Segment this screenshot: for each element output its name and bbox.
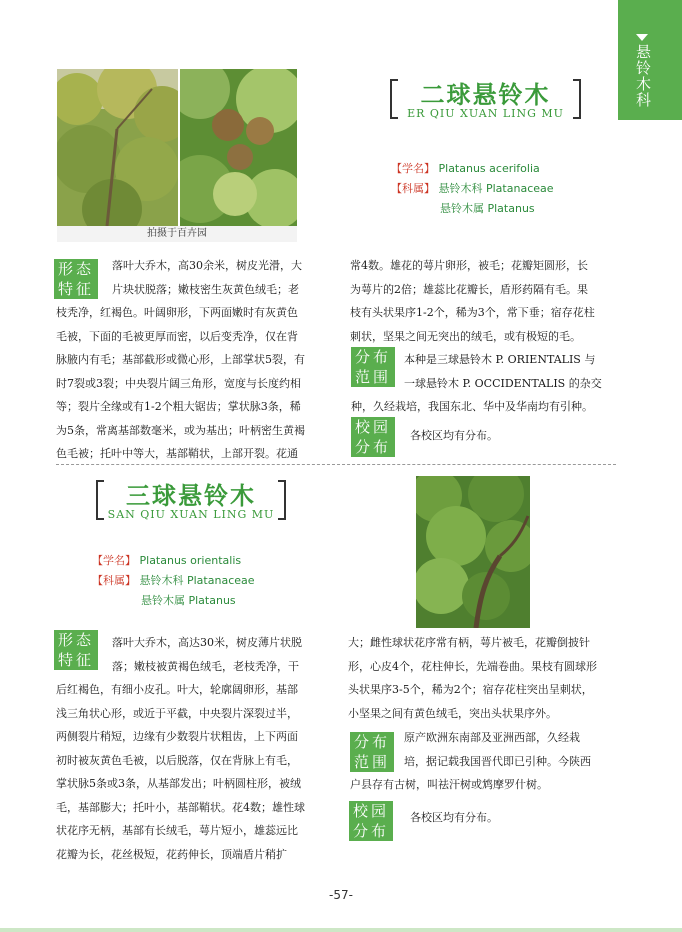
san-pinyin: SAN QIU XUAN LING MU <box>107 508 275 521</box>
san-morph-text-cont: 大；雌性球状花序常有柄，萼片被毛，花瓣倒披针 形，心皮4个，花柱伸长，先端卷曲。果枝有圆球形 头状果序3-5个，稀为2个；宿存花柱突出呈刺状， 小坚果之间有黄色绒毛，突出头状果序外。 <box>348 636 597 720</box>
san-meta <box>92 551 312 611</box>
san-sci-label: 【学名】 <box>92 554 136 567</box>
er-dist-tag: 分布 范围 <box>351 347 395 387</box>
section-divider <box>56 464 616 465</box>
san-genus-value: 悬铃木属 Platanus <box>141 594 236 607</box>
er-campus-tag: 校园 分布 <box>351 417 395 457</box>
er-title: 二球悬铃木 <box>420 80 551 109</box>
san-title-box <box>96 480 286 532</box>
er-family-label: 【科属】 <box>391 182 435 195</box>
san-sci-value: Platanus orientalis <box>139 554 242 567</box>
triangle-down-icon <box>636 34 648 41</box>
san-morph-text: 落叶大乔木，高达30米，树皮薄片状脱 落；嫩枝被黄褐色绒毛，老枝秃净，干 后红褐色，有细小皮孔。叶大，轮廓阔卵形，基部 浅三角状心形，或近于平截，中央裂片深裂过半， 两侧裂片稍短，边缘有少数裂片状粗齿，上下两面 初时被灰黄色毛被，以后脱落，仅在背脉上有毛， 掌状脉5条或3条，从基部发出；叶柄圆柱形，被绒 毛，基部膨大；托叶小，基部鞘状。花4数；雄性球 状花序无柄，基部有长绒毛，萼片短小，雄蕊远比 花瓣为长，花丝极短，花药伸长，顶端盾片稍扩 <box>56 636 305 861</box>
bottom-band <box>0 928 682 932</box>
er-sci-label: 【学名】 <box>391 162 435 175</box>
er-sci-value: Platanus acerifolia <box>438 162 540 175</box>
er-morph-text-cont: 常4数。雄花的萼片卵形，被毛；花瓣矩圆形，长 为萼片的2倍；雄蕊比花瓣长，盾形药隔有毛。果 枝有头状果序1-2个，稀为3个，常下垂；宿存花柱 刺状，坚果之间无突出的绒毛，或有极短的毛。 <box>350 259 595 343</box>
page-number: -57- <box>329 888 353 902</box>
san-family-value: 悬铃木科 Platanaceae <box>139 574 255 587</box>
er-meta <box>391 159 611 219</box>
san-tree-photo <box>416 476 530 628</box>
er-morph-text: 落叶大乔木，高30余米，树皮光滑，大 片块状脱落；嫩枝密生灰黄色绒毛；老 枝秃净，红褐色。叶阔卵形，下两面嫩时有灰黄色 毛被，下面的毛被更厚而密，以后变秃净，仅在背 脉腋内有毛；基部截形或微心形，上部掌状5裂，有 时7裂或3裂；中央裂片阔三角形，宽度与长度约相 等；裂片全缘或有1-2个粗大锯齿；掌状脉3条，稀 为5条，常离基部数毫米，或为基出；叶柄密生黄褐 色毛被；托叶中等大，基部鞘状，上部开裂。花通 <box>56 259 305 460</box>
tree-photo-left <box>57 69 178 226</box>
er-morph-tag: 形态 特征 <box>54 259 98 299</box>
san-dist-text: 原产欧洲东南部及亚洲西部，久经栽 培，据记载我国晋代即已引种。今陕西 户县存有古树，叫祛汗树或鸩摩罗什树。 <box>350 731 591 791</box>
san-morph-tag: 形态 特征 <box>54 630 98 670</box>
san-dist-tag: 分布 范围 <box>350 732 394 772</box>
er-genus-value: 悬铃木属 Platanus <box>440 202 535 215</box>
san-campus-tag: 校园 分布 <box>349 801 393 841</box>
er-title-box <box>390 79 581 131</box>
er-family-value: 悬铃木科 Platanaceae <box>438 182 554 195</box>
er-pinyin: ER QIU XUAN LING MU <box>407 107 564 120</box>
er-campus-text: 各校区均有分布。 <box>410 429 498 442</box>
photo-caption: 拍摄于百卉园 <box>57 226 297 242</box>
san-family-label: 【科属】 <box>92 574 136 587</box>
section-tab-label: 悬铃木科 <box>634 44 652 108</box>
fruit-photo-right <box>180 69 297 226</box>
section-tab <box>618 0 682 120</box>
san-title: 三球悬铃木 <box>126 481 256 510</box>
san-campus-text: 各校区均有分布。 <box>410 811 498 824</box>
er-dist-text: 本种是三球悬铃木 P. ORIENTALIS 与 一球悬铃木 P. OCCIDENTALIS 的杂交 种，久经栽培，我国东北、华中及华南均有引种。 <box>351 353 602 413</box>
